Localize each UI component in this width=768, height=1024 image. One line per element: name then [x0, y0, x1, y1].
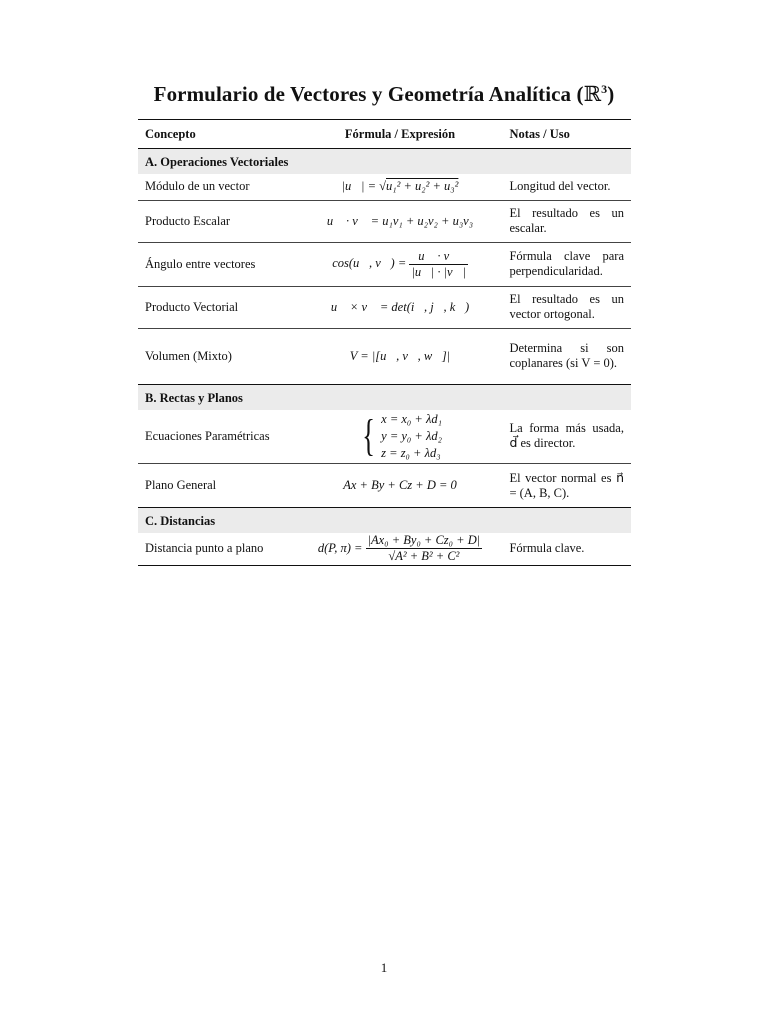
formula-vectorial: u⃗ × v⃗ = det(i⃗, j⃗, k⃗): [330, 299, 470, 314]
formula-mixto: V = |[u⃗, v⃗, w⃗]|: [349, 348, 451, 363]
table-row: [138, 174, 631, 200]
formula-distancia: d(P, π) = $\frac{\text{|Ax₀ + By₀ + Cz₀ + D|}}{\text{√A² + B² + C²}}$: [317, 533, 481, 564]
table-row: [138, 328, 631, 384]
note-cell: Fórmula clave para perpendicularidad.: [502, 242, 631, 286]
section-header-b: B. Rectas y Planos: [138, 384, 631, 410]
formula-cell: [298, 328, 503, 384]
formula-cell: [298, 174, 503, 200]
concept-cell: Distancia punto a plano: [138, 533, 298, 565]
formula-cell: [298, 200, 503, 242]
formula-plano: Ax + By + Cz + D = 0: [343, 478, 457, 492]
page-number: 1: [380, 960, 388, 975]
table-row: [138, 200, 631, 242]
note-cell: Longitud del vector.: [509, 179, 611, 194]
table-row: [138, 464, 631, 508]
section-header-a: A. Operaciones Vectoriales: [138, 149, 631, 175]
table-row: [138, 286, 631, 328]
formula-modulo: |u⃗| = √u₁² + u₂² + u₃²: [341, 179, 459, 194]
concept-cell: Volumen (Mixto): [138, 328, 298, 384]
table-row: [138, 410, 631, 464]
formula-cell: [298, 464, 503, 508]
formula-table: [138, 119, 631, 566]
formula-cell: [298, 410, 503, 464]
section-header-c: C. Distancias: [138, 508, 631, 534]
formula-cell: [298, 242, 503, 286]
note-cell: Determina si son coplanares (si V = 0).: [502, 328, 631, 384]
table-row: [138, 242, 631, 286]
formula-parametricas: { x = x₀ + λd₁ y = y₀ + λd₂ z = z₀ + λd₃: [362, 411, 442, 461]
concept-cell: Producto Vectorial: [138, 286, 298, 328]
note-cell: El resultado es un escalar.: [502, 200, 631, 242]
concept-cell: Plano General: [138, 464, 298, 508]
real-numbers-symbol: ℝ: [583, 82, 602, 106]
header-formula: Fórmula / Expresión: [298, 120, 503, 149]
table-header-row: [138, 120, 631, 149]
formula-cell: [298, 286, 503, 328]
formula-cell: [298, 533, 503, 565]
note-cell: El resultado es un vector ortogonal.: [502, 286, 631, 328]
concept-cell: Módulo de un vector: [145, 179, 250, 194]
concept-cell: Ángulo entre vectores: [138, 242, 298, 286]
note-cell: La forma más usada, d⃗ es director.: [509, 421, 624, 451]
formula-escalar: u⃗ · v⃗ = u₁v₁ + u₂v₂ + u₃v₃: [326, 213, 474, 228]
concept-cell: Producto Escalar: [138, 200, 298, 242]
page-title: Formulario de Vectores y Geometría Analítica (ℝ$^3$): [153, 82, 615, 106]
note-cell: El vector normal es n⃗ = (A, B, C).: [502, 464, 631, 508]
concept-cell: Ecuaciones Paramétricas: [145, 428, 270, 443]
header-notes: Notas / Uso: [502, 120, 631, 149]
formula-angulo: cos(u⃗, v⃗) = $\frac{u⃗ \cdot v⃗}{|u⃗| \cdot |v⃗|}$: [332, 248, 466, 279]
note-cell: Fórmula clave.: [502, 533, 631, 565]
table-row: [138, 533, 631, 565]
header-concept: Concepto: [138, 120, 298, 149]
